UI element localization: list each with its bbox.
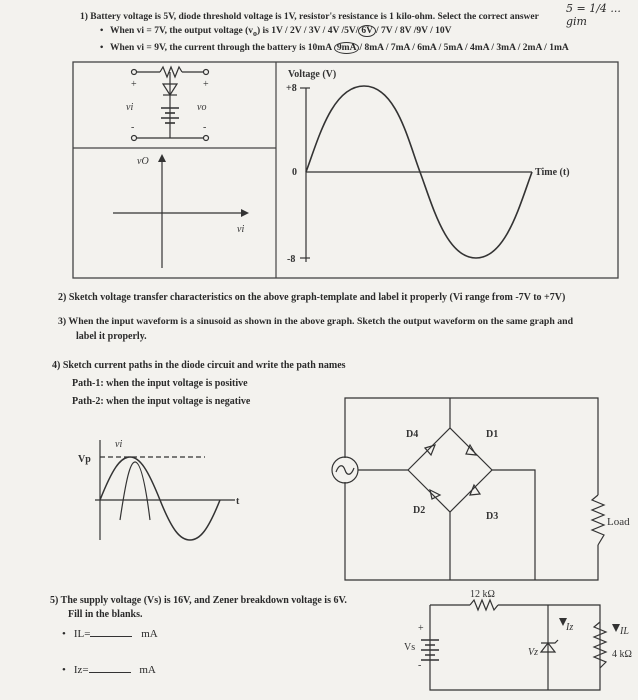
il-arrow — [612, 624, 620, 632]
question-3-line-1: 3) When the input waveform is a sinusoid as shown in the above graph. Sketch the output waveform on the same graph and — [58, 316, 574, 327]
handwritten-note: 5 = 1/4 ... gim — [566, 2, 621, 28]
vo-label: vo — [197, 102, 207, 113]
question-1-bullet-1: • When vi = 7V, the output voltage $(v_o)$ is 1V / 2V / 3V / 4V /5V/ 6V / 7V / 8V /9V / 10V — [100, 26, 452, 38]
question-3-line-2: label it properly. — [76, 331, 147, 342]
q4-t-label: t — [236, 496, 240, 507]
circled-answer-6v: 6V — [358, 25, 376, 37]
vs-label: Vs — [404, 642, 416, 653]
voltage-label: Voltage (V) — [288, 69, 337, 80]
question-1-bullet-2: • When vi = 9V, the current through the battery is 10mA 9mA / 8mA / 7mA / 6mA / 5mA / 4mA / 3mA / 2mA / 1mA — [100, 43, 569, 53]
d2-label: D2 — [413, 505, 426, 516]
load-label: Load — [607, 516, 630, 528]
load-resistor-label: 4 kΩ — [612, 649, 632, 660]
d1-label: D1 — [486, 429, 499, 440]
plus-right: + — [203, 79, 209, 90]
y-bottom-label: -8 — [287, 254, 296, 265]
path-2: Path-2: when the input voltage is negative — [72, 396, 251, 407]
bridge-rectifier-circuit — [332, 398, 604, 580]
transfer-axes — [113, 158, 245, 268]
q4-vi-label: vi — [115, 439, 123, 450]
resistor-label: 12 kΩ — [470, 589, 495, 600]
zener-circuit — [421, 600, 606, 690]
question-5-line-2: Fill in the blanks. — [68, 609, 143, 620]
question-5-line-1: 5) The supply voltage (Vs) is 16V, and Zener breakdown voltage is 6V. — [50, 595, 347, 606]
question-4-title: 4) Sketch current paths in the diode circuit and write the path names — [52, 360, 346, 371]
il-arrow-label: IL — [620, 626, 629, 637]
zener-minus: - — [418, 660, 422, 671]
y-zero-label: 0 — [292, 167, 297, 178]
vo-axis-arrow — [158, 154, 166, 162]
time-label: Time (t) — [535, 167, 570, 178]
il-blank[interactable] — [90, 636, 132, 637]
vi-label: vi — [126, 102, 134, 113]
zener-plus: + — [418, 623, 424, 634]
iz-blank[interactable] — [89, 672, 131, 673]
question-2: 2) Sketch voltage transfer characteristics on the above graph-template and label it properly (Vi range from -7V to +7V) — [58, 292, 566, 303]
d4-label: D4 — [406, 429, 419, 440]
minus-right: - — [203, 122, 207, 133]
plus-left: + — [131, 79, 137, 90]
d3-label: D3 — [486, 511, 499, 522]
question-1-title: 1) Battery voltage is 5V, diode threshold voltage is 1V, resistor's resistance is 1 kilo-ohm. Select the correct answer — [80, 12, 539, 22]
vz-label: Vz — [528, 647, 538, 658]
voltage-time-graph — [300, 86, 532, 262]
vo-axis-label: vO — [137, 156, 149, 167]
il-blank-row: • IL= mA — [62, 628, 158, 640]
iz-arrow-label: Iz — [566, 622, 574, 633]
minus-left: - — [131, 122, 135, 133]
iz-blank-row: • Iz= mA — [62, 664, 156, 676]
path-1: Path-1: when the input voltage is positive — [72, 378, 248, 389]
vi-axis-arrow — [241, 209, 249, 217]
q4-waveform — [95, 440, 235, 540]
vi-axis-label: vi — [237, 224, 245, 235]
circled-answer-9ma: 9mA — [334, 42, 360, 54]
y-top-label: +8 — [286, 83, 297, 94]
q4-vp-label: Vp — [78, 454, 91, 465]
